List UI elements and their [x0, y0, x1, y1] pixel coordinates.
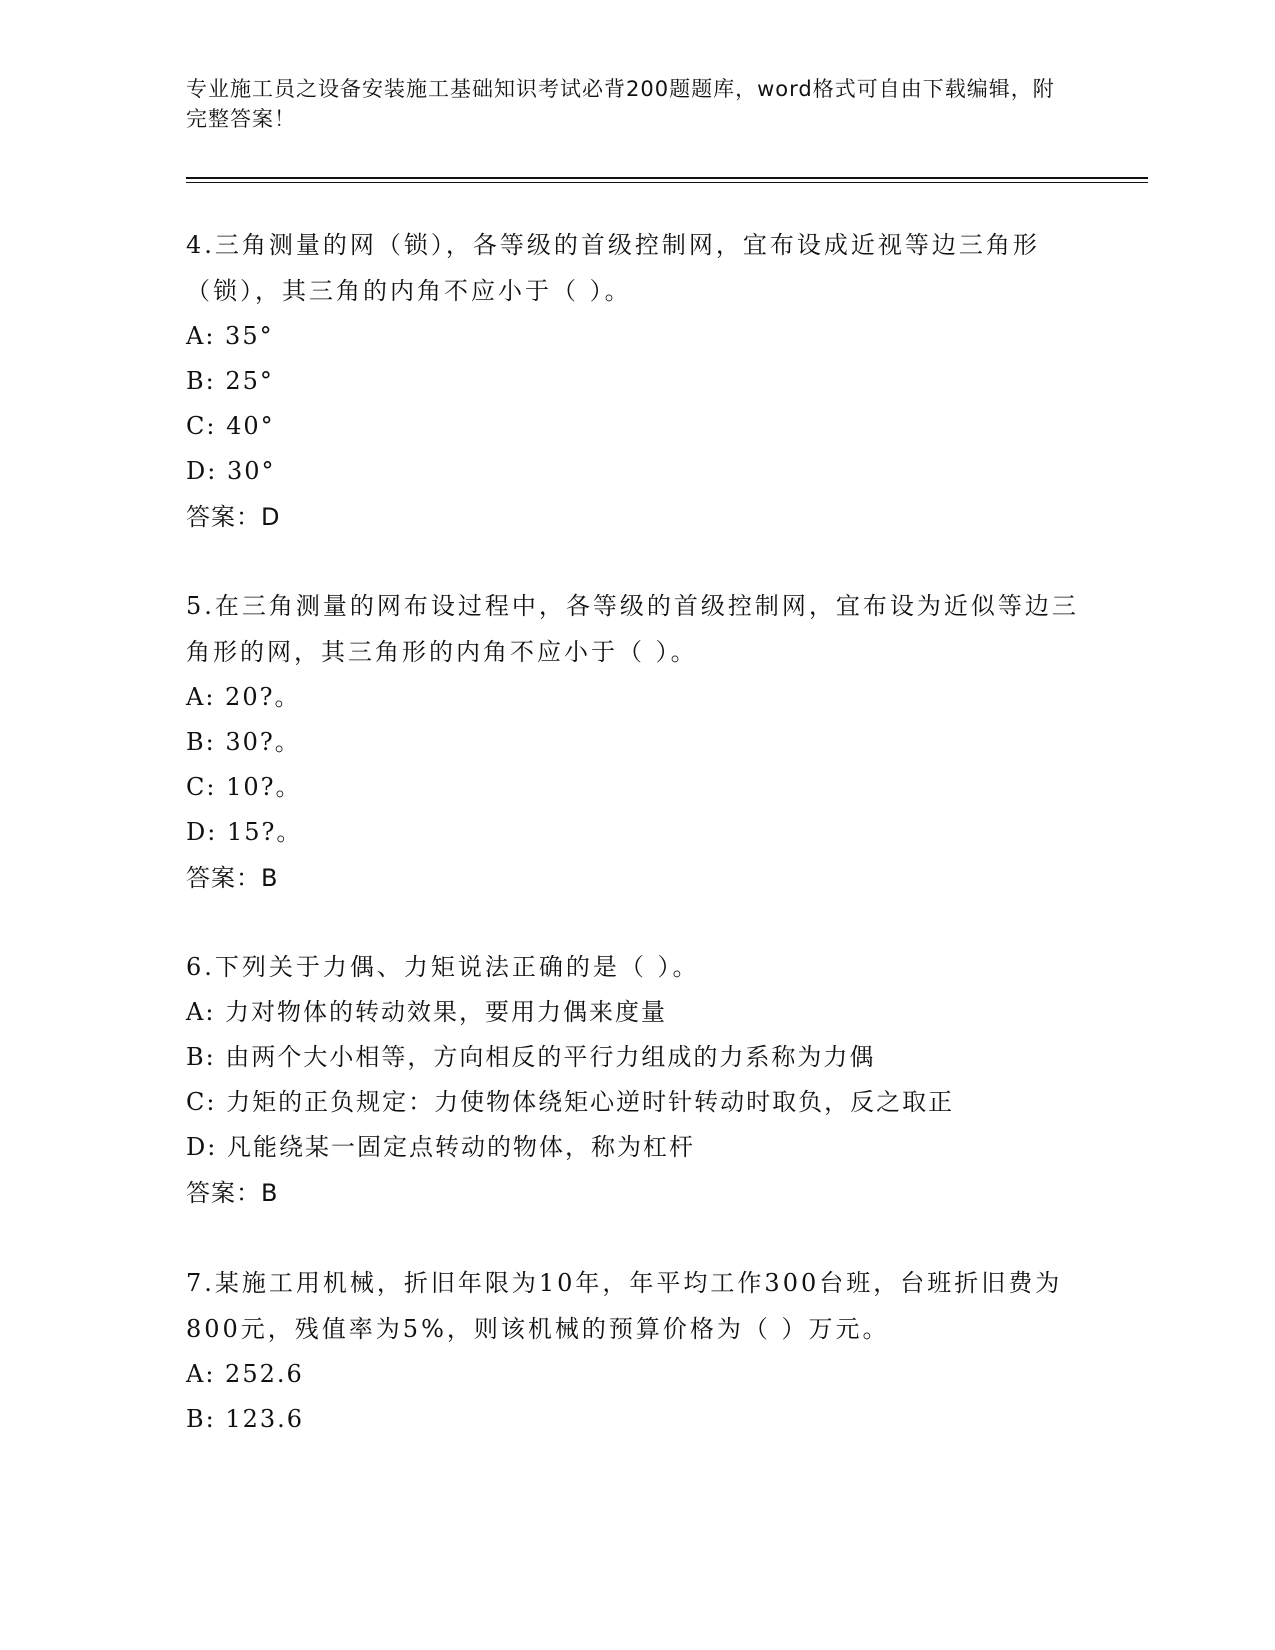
- option-b: B: 由两个大小相等，方向相反的平行力组成的力系称为力偶: [186, 1043, 876, 1071]
- option-b: B: 25°: [186, 367, 274, 395]
- answer: 答案：B: [186, 1179, 279, 1207]
- option-c: C: 40°: [186, 412, 275, 440]
- header-divider-thin: [186, 182, 1148, 183]
- question-5: [186, 583, 1086, 901]
- question-4: [186, 222, 1086, 540]
- answer: 答案：D: [186, 503, 281, 531]
- document-header-title: 专业施工员之设备安装施工基础知识考试必背200题题库，word格式可自由下载编辑，附完整答案！: [186, 77, 1055, 131]
- option-c: C: 力矩的正负规定：力使物体绕矩心逆时针转动时取负，反之取正: [186, 1088, 955, 1116]
- option-d: D: 30°: [186, 457, 276, 485]
- option-a: A: 20?。: [186, 683, 301, 711]
- question-stem: 7.某施工用机械，折旧年限为10年，年平均工作300台班，台班折旧费为800元，残值率为5%，则该机械的预算价格为（ ）万元。: [186, 1269, 1063, 1343]
- option-d: D: 15?。: [186, 818, 303, 846]
- question-stem: 4.三角测量的网（锁），各等级的首级控制网，宜布设成近视等边三角形（锁），其三角的内角不应小于（ ）。: [186, 231, 1040, 305]
- option-a: A: 35°: [186, 322, 274, 350]
- question-6: [186, 944, 1086, 1216]
- question-stem: 6.下列关于力偶、力矩说法正确的是（ ）。: [186, 953, 700, 981]
- header-divider-thick: [186, 177, 1148, 179]
- option-a: A: 力对物体的转动效果，要用力偶来度量: [186, 998, 668, 1026]
- option-b: B: 123.6: [186, 1405, 305, 1433]
- option-c: C: 10?。: [186, 773, 302, 801]
- question-stem: 5.在三角测量的网布设过程中，各等级的首级控制网，宜布设为近似等边三角形的网，其三角形的内角不应小于（ ）。: [186, 592, 1079, 666]
- answer: 答案：B: [186, 864, 279, 892]
- option-b: B: 30?。: [186, 728, 301, 756]
- option-a: A: 252.6: [186, 1360, 304, 1388]
- question-7: [186, 1260, 1086, 1442]
- option-d: D: 凡能绕某一固定点转动的物体，称为杠杆: [186, 1133, 695, 1161]
